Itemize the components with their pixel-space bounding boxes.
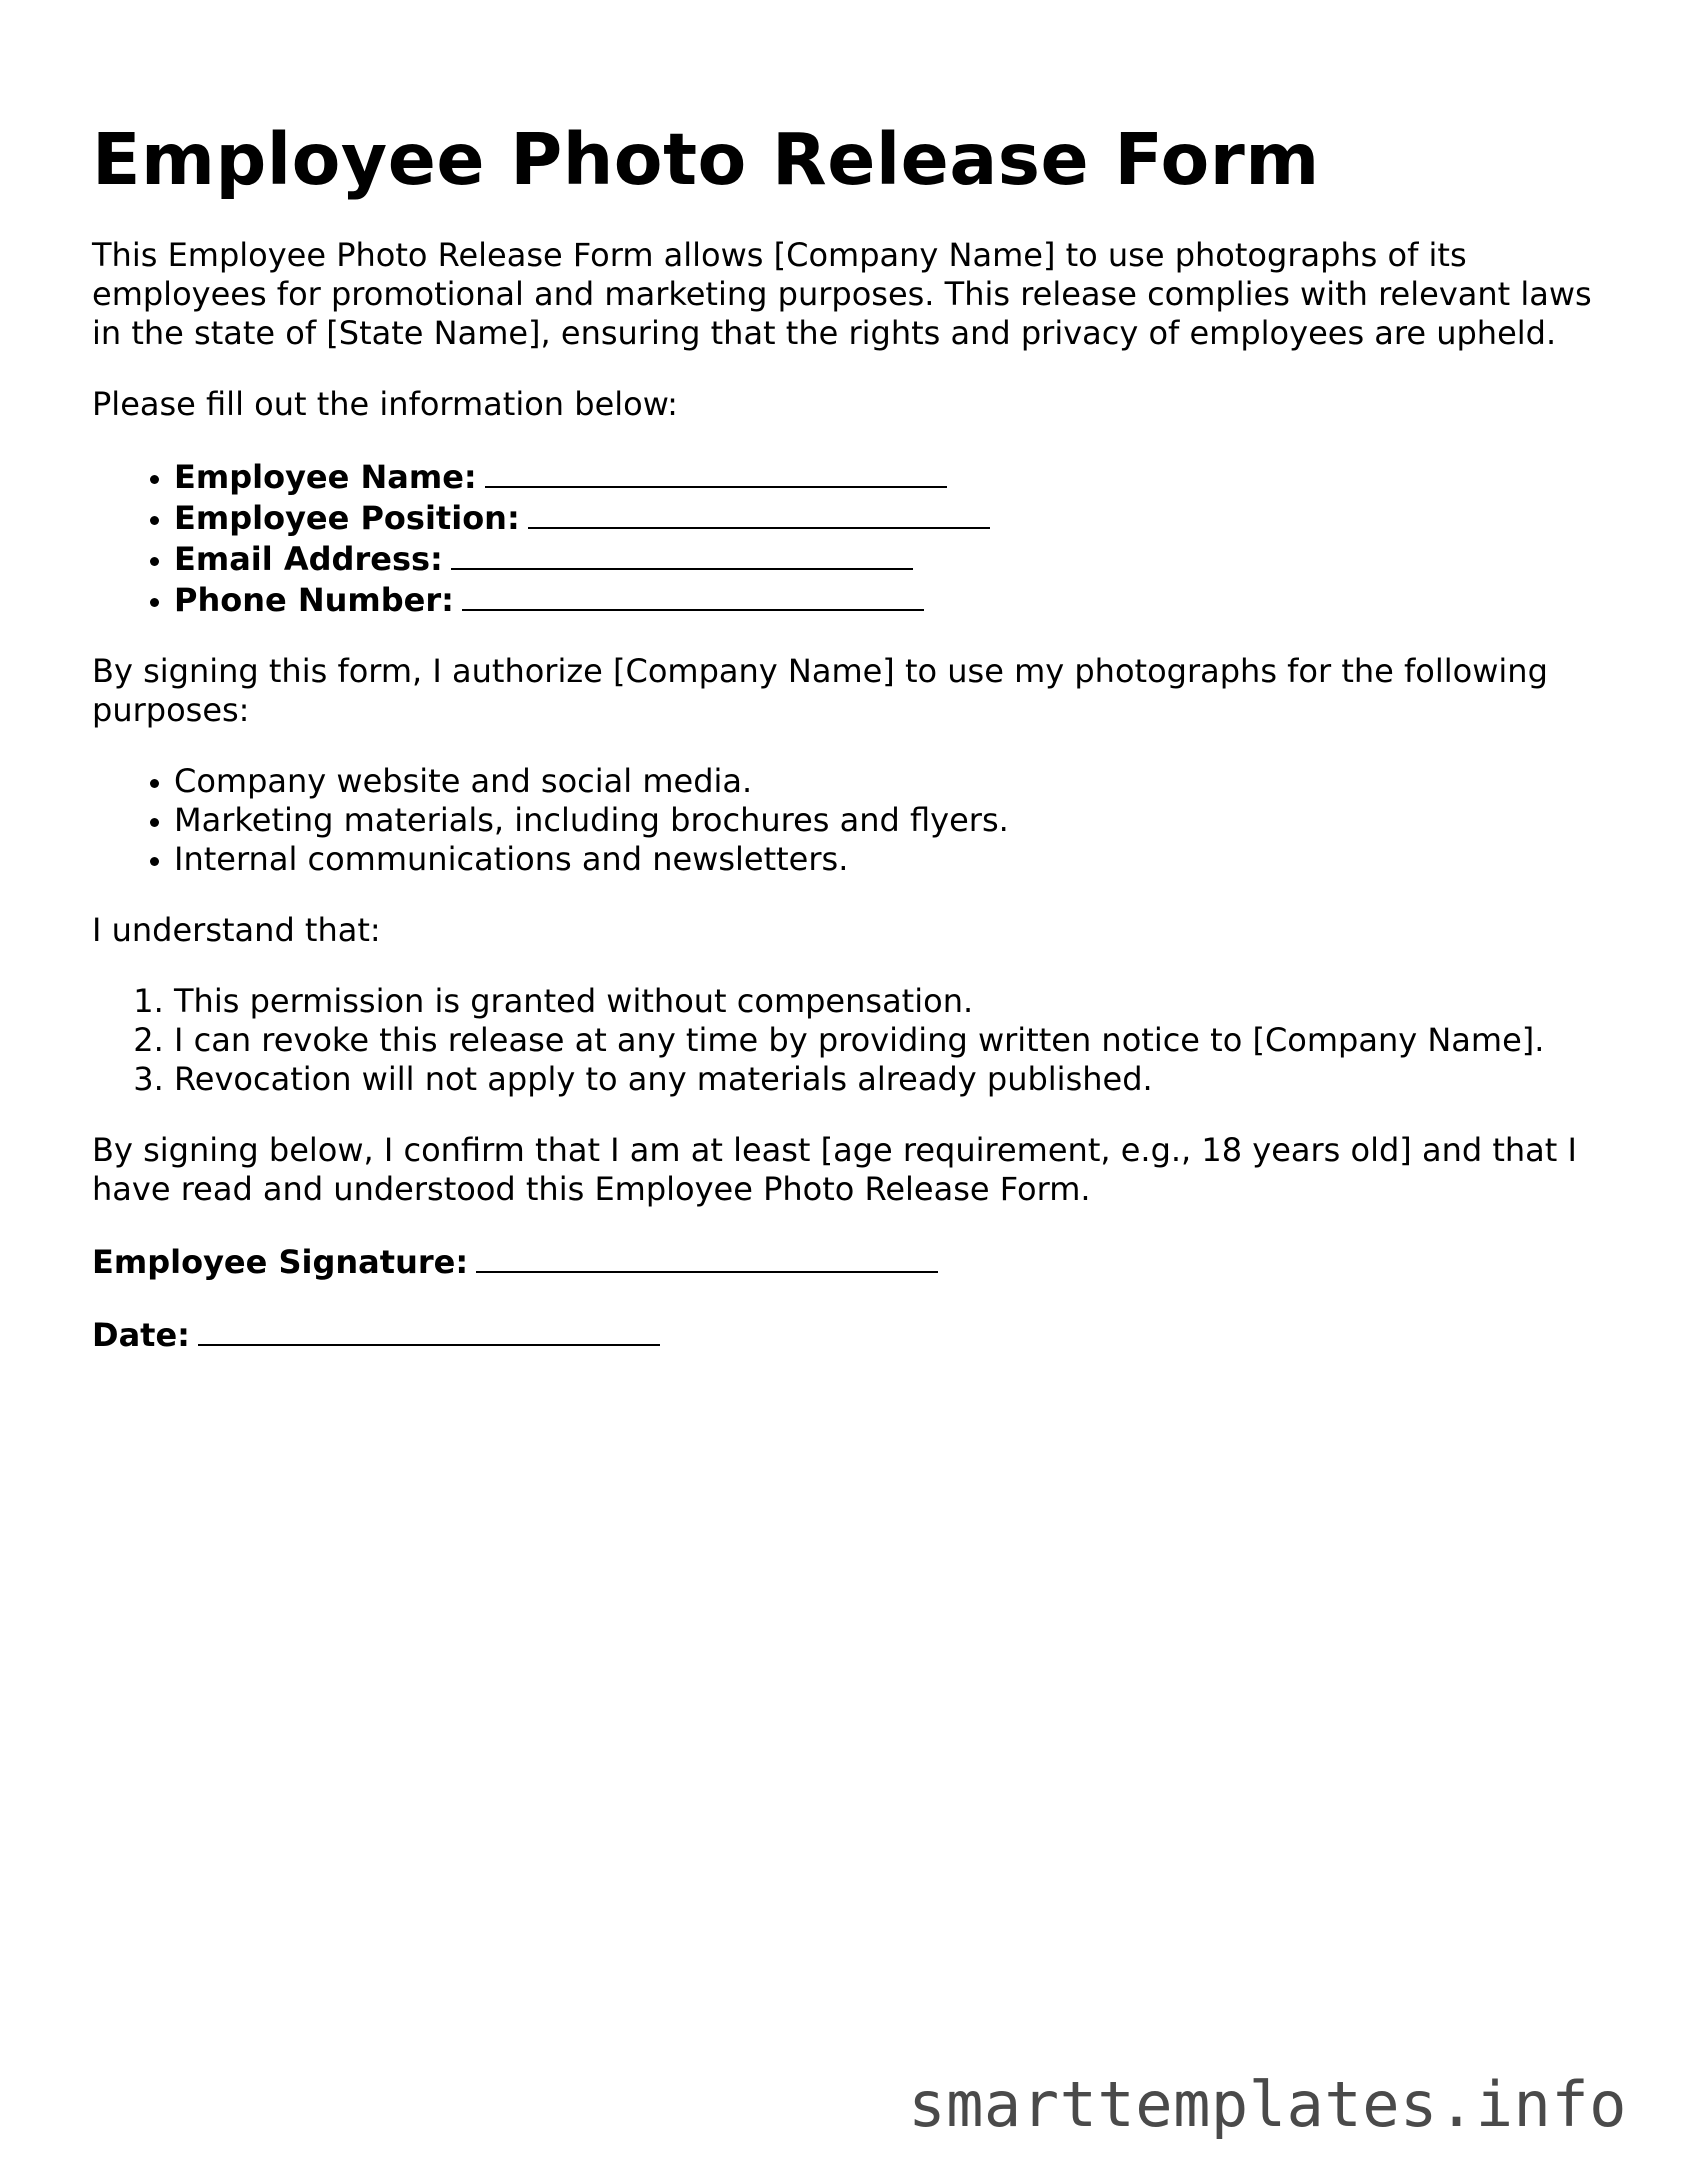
phone-number-blank[interactable] [462, 579, 924, 611]
list-item: • Marketing materials, including brochures and flyers. [174, 801, 1612, 840]
list-item: • Company website and social media. [174, 762, 1612, 801]
signature-label: Employee Signature: [92, 1243, 469, 1281]
field-label: Phone Number: [174, 581, 454, 619]
employee-position-blank[interactable] [528, 497, 990, 529]
field-phone-number [174, 579, 1612, 620]
terms-list [92, 982, 1612, 1099]
understand-paragraph: I understand that: [92, 911, 381, 949]
field-email-address [174, 538, 1612, 579]
field-label: Employee Name: [174, 458, 477, 496]
list-item: 1. This permission is granted without compensation. [174, 982, 1612, 1021]
field-label: Employee Position: [174, 499, 520, 537]
date-label: Date: [92, 1316, 190, 1354]
info-field-list [92, 456, 1612, 620]
field-employee-position [174, 497, 1612, 538]
signature-line [92, 1241, 1612, 1282]
list-item: 2. I can revoke this release at any time by providing written notice to [Company Name]. [174, 1021, 1612, 1060]
signature-blank[interactable] [476, 1241, 938, 1273]
list-item: 3. Revocation will not apply to any materials already published. [174, 1060, 1612, 1099]
document-title: Employee Photo Release Form [92, 118, 1320, 201]
confirm-paragraph: By signing below, I confirm that I am at least [age requirement, e.g., 18 years old] and that I have read and understood this Employee Photo Release Form. [92, 1131, 1577, 1208]
intro-paragraph: This Employee Photo Release Form allows [Company Name] to use photographs of its employees for promotional and marketing purposes. This release complies with relevant laws in the state of [State Name], ensuring that the rights and privacy of employees are upheld. [92, 236, 1592, 352]
document-page [92, 118, 1612, 1355]
email-address-blank[interactable] [451, 538, 913, 570]
date-blank[interactable] [198, 1314, 660, 1346]
purposes-list [92, 762, 1612, 879]
field-employee-name [174, 456, 1612, 497]
field-label: Email Address: [174, 540, 443, 578]
authorize-paragraph: By signing this form, I authorize [Company Name] to use my photographs for the following purposes: [92, 652, 1548, 729]
employee-name-blank[interactable] [485, 456, 947, 488]
fill-prompt: Please fill out the information below: [92, 385, 678, 423]
date-line [92, 1314, 1612, 1355]
watermark-text: smarttemplates.info [908, 2068, 1627, 2141]
list-item: • Internal communications and newsletters. [174, 840, 1612, 879]
